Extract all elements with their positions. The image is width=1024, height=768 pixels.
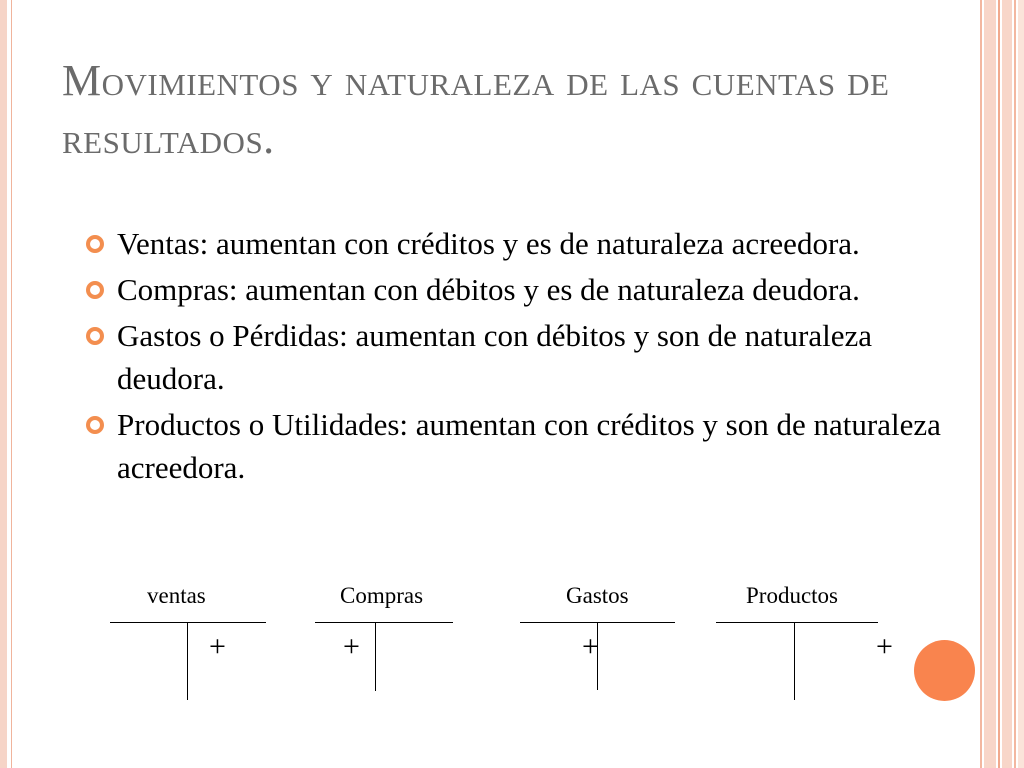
circle-bullet-icon	[86, 416, 104, 434]
slide-title: Movimientos y naturaleza de las cuentas de resultados.	[62, 56, 890, 163]
t-account-sign: +	[876, 630, 893, 663]
bullet-item	[86, 222, 946, 265]
t-account-sign: +	[582, 630, 599, 663]
circle-bullet-icon	[86, 281, 104, 299]
bullet-text: Ventas: aumentan con créditos y es de naturaleza acreedora.	[117, 226, 860, 261]
left-frame-line	[11, 0, 12, 768]
bullet-text: Compras: aumentan con débitos y es de naturaleza deudora.	[117, 272, 860, 307]
t-account-divider	[794, 623, 795, 700]
circle-bullet-icon	[86, 235, 104, 253]
right-frame-stripes	[976, 0, 1024, 768]
decorative-circle	[914, 640, 975, 701]
t-account-sign: +	[209, 630, 226, 663]
t-account-divider	[187, 623, 188, 700]
left-frame-bar	[0, 0, 7, 768]
t-account-sign: +	[343, 630, 360, 663]
bullet-item	[86, 403, 946, 489]
t-account-divider	[375, 623, 376, 691]
t-account-label: ventas	[147, 583, 206, 608]
bullet-text: Productos o Utilidades: aumentan con créditos y son de naturaleza acreedora.	[117, 407, 941, 485]
t-account-top-line	[110, 622, 266, 623]
bullet-list	[86, 222, 946, 492]
t-account-top-line	[315, 622, 453, 623]
bullet-item	[86, 268, 946, 311]
bullet-item	[86, 314, 946, 400]
t-account-top-line	[716, 622, 878, 623]
circle-bullet-icon	[86, 327, 104, 345]
t-account-label: Productos	[746, 583, 838, 608]
bullet-text: Gastos o Pérdidas: aumentan con débitos y son de naturaleza deudora.	[117, 318, 872, 396]
t-account-label: Gastos	[566, 583, 629, 608]
t-account-label: Compras	[340, 583, 424, 608]
